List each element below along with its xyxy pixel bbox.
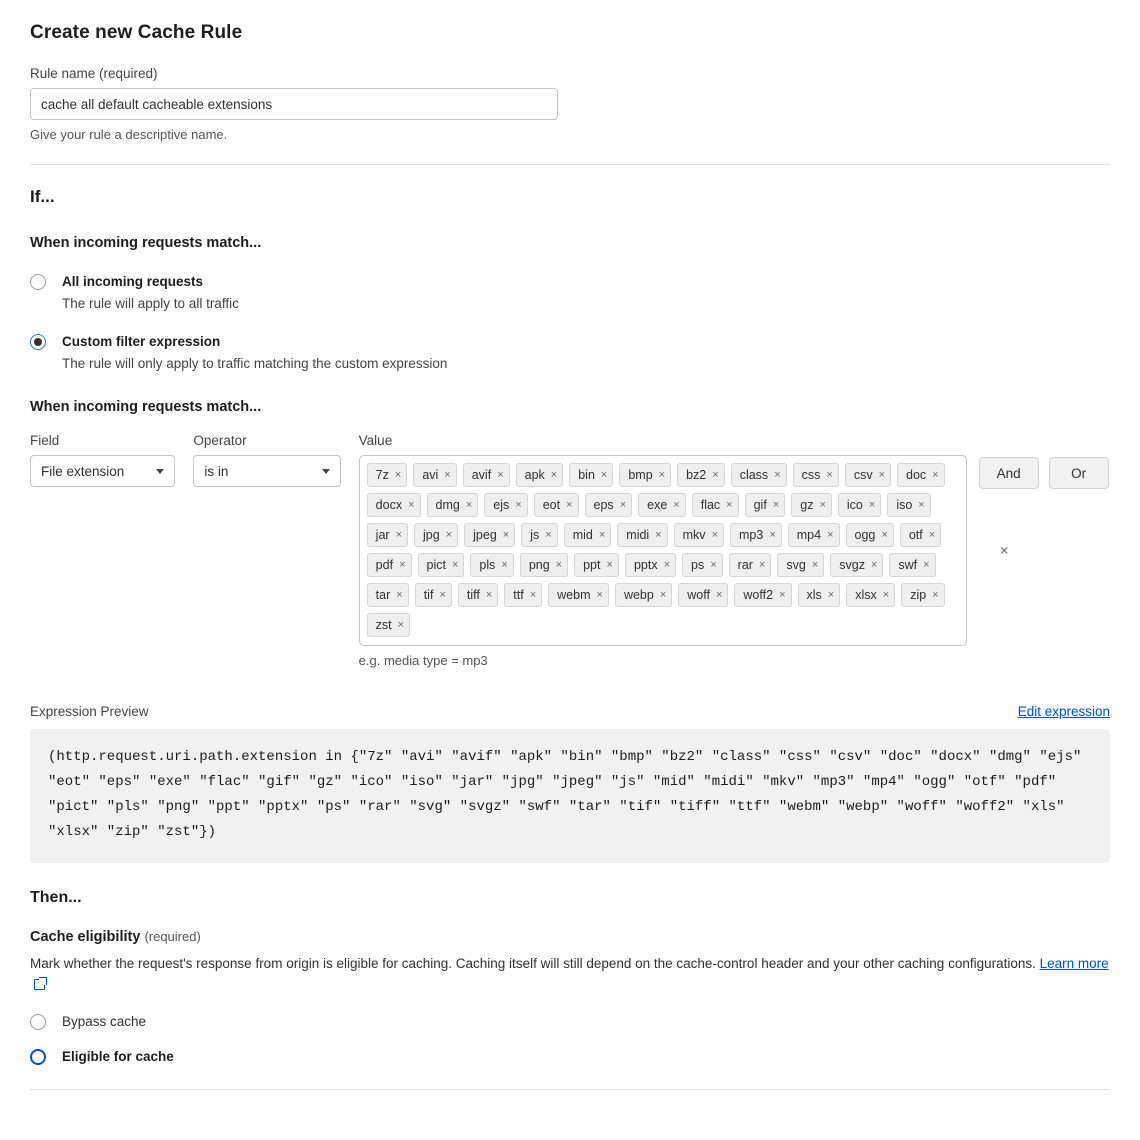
remove-token-icon[interactable]: × [918,498,925,511]
value-token-label: iso [896,498,913,512]
value-token[interactable] [777,553,824,577]
remove-token-icon[interactable]: × [606,558,613,571]
remove-token-icon[interactable]: × [485,588,493,601]
value-token[interactable] [734,583,791,607]
value-token[interactable] [678,583,728,607]
if-section-heading: If... [30,187,55,206]
remove-token-icon[interactable]: × [881,528,888,541]
value-token-label: class [739,468,769,482]
value-token[interactable] [516,463,564,487]
value-token[interactable] [788,523,840,547]
value-token[interactable] [887,493,930,517]
value-token-label: mp4 [796,528,822,542]
chevron-down-icon [156,469,164,474]
value-token[interactable] [415,583,452,607]
value-token-label: bmp [628,468,653,482]
remove-token-icon[interactable]: × [726,498,733,511]
operator-select-value: is in [204,463,229,479]
value-token[interactable] [619,463,671,487]
radio-circle-selected-icon[interactable] [30,334,46,350]
value-token-label: docx [375,498,403,512]
value-token[interactable] [793,463,839,487]
value-token-label: eot [542,498,561,512]
operator-column-label: Operator [193,433,247,448]
field-select-value: File extension [41,463,125,479]
value-token-label: otf [908,528,923,542]
value-token[interactable] [414,523,458,547]
remove-token-icon[interactable]: × [772,498,780,511]
edit-expression-link[interactable]: Edit expression [1017,704,1110,719]
remove-token-icon[interactable]: × [827,528,834,541]
value-token[interactable] [730,523,782,547]
clear-all-icon[interactable]: × [999,542,1009,559]
remove-token-icon[interactable]: × [515,498,522,511]
value-token-label: eps [593,498,614,512]
cache-eligibility-required: (required) [144,928,201,944]
value-token[interactable] [901,583,944,607]
expression-preview-label: Expression Preview [30,704,149,719]
value-token-label: zip [910,588,927,602]
value-token-label: flac [700,498,721,512]
cache-eligibility-label [30,929,1110,945]
radio-circle-icon[interactable] [30,1014,46,1030]
value-token-label: zst [375,618,392,632]
value-token-label: ppt [583,558,601,572]
value-token-label: css [801,468,821,482]
remove-token-icon[interactable]: × [529,588,537,601]
value-token-label: avif [471,468,492,482]
value-column-label: Value [358,433,393,448]
value-token-label: apk [524,468,545,482]
remove-token-icon[interactable]: × [596,588,603,601]
value-token[interactable] [504,583,542,607]
value-token-label: ejs [493,498,510,512]
radio-bypass-cache[interactable] [30,1013,1110,1030]
remove-token-icon[interactable]: × [673,498,680,511]
cache-eligibility-title: Cache eligibility [30,928,141,945]
remove-token-icon[interactable]: × [445,528,453,541]
value-token[interactable] [484,493,527,517]
value-token[interactable] [798,583,841,607]
value-token[interactable] [367,553,412,577]
remove-token-icon[interactable]: × [932,468,939,481]
value-token-label: pls [479,558,496,572]
value-token[interactable] [617,523,667,547]
divider-top [30,164,1110,165]
value-token-label: jpg [423,528,440,542]
cache-eligibility-description [30,954,1110,996]
remove-token-icon[interactable]: × [659,588,667,601]
value-token[interactable] [574,553,619,577]
remove-token-icon[interactable]: × [878,468,885,481]
value-token-label: webp [623,588,654,602]
remove-token-icon[interactable]: × [932,588,939,601]
remove-token-icon[interactable]: × [502,528,510,541]
expression-preview-text: (http.request.uri.path.extension in {"7z" "avi" "avif" "apk" "bin" "bmp" "bz2" "class" "css" "csv" "doc" "docx" "dmg" "ejs" "eot" "eps" "exe" "flac" "gif" "gz" "ico" "iso" "jar" "jpg" "jpeg" "js" "mid" "midi" "mkv" "mp3" "mp4" "ogg" "otf" "pdf" "pict" "pls" "png" "ppt" "pptx" "ps" "rar" "svg" "svgz" "swf" "tar" "tif" "tiff" "ttf" "webm" "webp" "woff" "woff2" "xls" "xlsx" "zip" "zst"}) [30,729,1110,863]
value-token[interactable] [897,463,945,487]
value-token[interactable] [418,553,465,577]
value-token[interactable] [677,463,725,487]
remove-token-icon[interactable]: × [465,498,473,511]
value-token-label: ttf [513,588,524,602]
value-token-label: 7z [375,468,389,482]
value-token[interactable] [367,523,408,547]
value-token[interactable] [367,463,408,487]
value-token-label: gz [800,498,814,512]
value-token[interactable] [548,583,609,607]
remove-token-icon[interactable]: × [501,558,508,571]
value-token-label: webm [557,588,591,602]
remove-token-icon[interactable]: × [758,558,766,571]
value-token[interactable] [838,493,881,517]
remove-token-icon[interactable]: × [600,468,608,481]
rule-name-input[interactable] [30,88,558,120]
expression-preview-header [30,704,1110,719]
value-token-label: avi [422,468,439,482]
value-token[interactable] [889,553,935,577]
value-token[interactable] [674,523,724,547]
then-section-heading: Then... [30,888,82,906]
remove-token-icon[interactable]: × [827,588,835,601]
chevron-down-icon [322,469,330,474]
value-token-label: mkv [682,528,706,542]
value-token-label: js [530,528,540,542]
remove-token-icon[interactable]: × [710,558,717,571]
remove-token-icon[interactable]: × [545,528,552,541]
value-token-label: swf [898,558,918,572]
value-token[interactable] [791,493,832,517]
value-token-label: mp3 [739,528,764,542]
value-token[interactable] [830,553,883,577]
value-token[interactable] [615,583,672,607]
and-button[interactable]: And [979,457,1039,489]
radio-eligible-for-cache-label: Eligible for cache [62,1049,174,1065]
value-token[interactable] [367,613,410,637]
value-token-label: jpeg [473,528,497,542]
builder-heading: When incoming requests match... [30,399,262,415]
value-token-label: bin [578,468,595,482]
remove-token-icon[interactable]: × [408,498,415,511]
or-button[interactable]: Or [1049,457,1109,489]
remove-token-icon[interactable]: × [711,528,718,541]
remove-token-icon[interactable]: × [598,528,606,541]
radio-circle-icon[interactable] [30,274,46,290]
radio-custom-filter-expression[interactable] [30,333,1110,371]
value-token-label: ogg [854,528,876,542]
rule-name-label: Rule name (required) [30,66,158,81]
field-column-label: Field [30,433,60,448]
value-token[interactable] [367,493,421,517]
expression-builder [30,433,1110,668]
field-select[interactable] [30,455,175,487]
remove-token-icon[interactable]: × [395,528,403,541]
value-token[interactable] [521,523,557,547]
match-heading: When incoming requests match... [30,235,262,251]
radio-bypass-cache-label: Bypass cache [62,1014,147,1030]
radio-circle-selected-icon[interactable] [30,1049,46,1065]
value-token-label: tif [423,588,434,602]
value-token-label: woff [687,588,710,602]
value-token-label: rar [737,558,753,572]
remove-token-icon[interactable]: × [399,558,406,571]
value-token-label: ps [691,558,705,572]
radio-all-incoming-requests[interactable] [30,273,1110,311]
operator-select[interactable] [193,455,340,487]
remove-token-icon[interactable]: × [928,528,936,541]
remove-token-icon[interactable]: × [826,468,833,481]
remove-token-icon[interactable]: × [811,558,819,571]
value-token[interactable] [846,523,894,547]
remove-token-icon[interactable]: × [882,588,890,601]
remove-token-icon[interactable]: × [868,498,876,511]
value-token-label: svg [786,558,806,572]
remove-token-icon[interactable]: × [555,558,563,571]
value-token-label: svgz [839,558,865,572]
value-token[interactable] [845,463,891,487]
remove-token-icon[interactable]: × [779,588,786,601]
cache-eligibility-description-text: Mark whether the request's response from origin is eligible for caching. Caching itself will still depend on the cache-control header and your other caching configurations. [30,955,1040,971]
remove-token-icon[interactable]: × [439,588,446,601]
radio-custom-filter-expression-desc: The rule will only apply to traffic matching the custom expression [62,356,448,371]
remove-token-icon[interactable]: × [658,468,666,481]
value-token-label: woff2 [743,588,774,602]
rule-name-help: Give your rule a descriptive name. [30,127,228,142]
value-token[interactable] [745,493,786,517]
divider-bottom [30,1089,1110,1090]
remove-token-icon[interactable]: × [566,498,573,511]
page-title: Create new Cache Rule [30,22,243,43]
radio-all-incoming-requests-title: All incoming requests [62,274,204,289]
value-token-label: ico [846,498,863,512]
external-link-icon [34,979,45,990]
value-token[interactable] [846,583,895,607]
value-token-label: tiff [466,588,480,602]
value-token[interactable] [520,553,568,577]
value-hint: e.g. media type = mp3 [358,653,488,668]
value-token[interactable] [682,553,723,577]
value-token[interactable] [731,463,787,487]
value-token-label: xlsx [855,588,877,602]
remove-token-icon[interactable]: × [444,468,451,481]
remove-token-icon[interactable]: × [619,498,627,511]
value-token[interactable] [463,463,510,487]
remove-token-icon[interactable]: × [394,468,402,481]
remove-token-icon[interactable]: × [769,528,776,541]
remove-token-icon[interactable]: × [712,468,719,481]
value-token[interactable] [729,553,772,577]
value-token-label: pdf [375,558,394,572]
value-token-label: png [528,558,550,572]
value-token[interactable] [458,583,498,607]
value-token[interactable] [413,463,456,487]
radio-custom-filter-expression-title: Custom filter expression [62,334,221,349]
value-token[interactable] [427,493,479,517]
value-token[interactable] [367,583,409,607]
remove-token-icon[interactable]: × [715,588,723,601]
value-token-label: tar [375,588,391,602]
value-token-label: jar [375,528,390,542]
remove-token-icon[interactable]: × [550,468,558,481]
remove-token-icon[interactable]: × [396,588,403,601]
radio-eligible-for-cache[interactable] [30,1048,1110,1065]
value-token[interactable] [900,523,941,547]
value-token-label: gif [753,498,767,512]
remove-token-icon[interactable]: × [870,558,878,571]
value-token-label: mid [572,528,593,542]
learn-more-link[interactable]: Learn more [1039,955,1109,971]
value-token-label: pict [426,558,446,572]
value-token[interactable] [692,493,739,517]
value-token[interactable] [464,523,515,547]
value-token[interactable] [534,493,579,517]
value-token[interactable] [585,493,633,517]
value-token-label: midi [626,528,650,542]
value-token[interactable] [470,553,513,577]
value-token[interactable] [569,463,613,487]
value-token-label: csv [853,468,873,482]
remove-token-icon[interactable]: × [663,558,671,571]
value-token[interactable] [564,523,612,547]
value-token[interactable] [638,493,686,517]
radio-all-incoming-requests-desc: The rule will apply to all traffic [62,296,239,311]
value-token-label: bz2 [686,468,707,482]
value-token-label: doc [906,468,927,482]
value-token-label: exe [647,498,668,512]
value-token-label: xls [806,588,822,602]
value-token-label: pptx [633,558,658,572]
value-token-label: dmg [435,498,460,512]
remove-token-icon[interactable]: × [397,618,405,631]
remove-token-icon[interactable]: × [497,468,504,481]
remove-token-icon[interactable]: × [819,498,826,511]
remove-token-icon[interactable]: × [655,528,662,541]
remove-token-icon[interactable]: × [923,558,930,571]
value-token[interactable] [625,553,676,577]
remove-token-icon[interactable]: × [451,558,459,571]
remove-token-icon[interactable]: × [774,468,781,481]
value-token-input[interactable] [359,455,967,646]
